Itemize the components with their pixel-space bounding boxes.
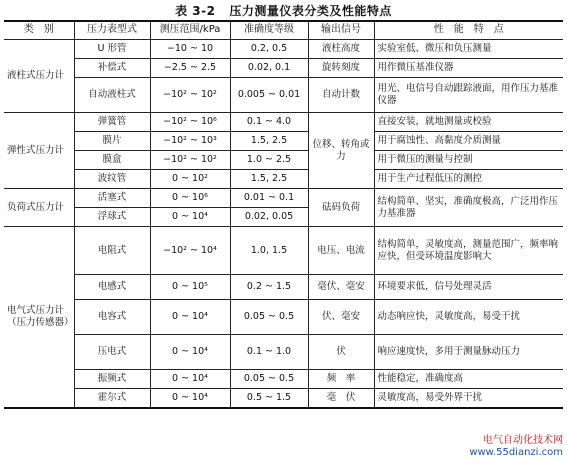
range-cell: 0 ~ 10⁵ — [150, 275, 230, 300]
range-cell: 0 ~ 10⁶ — [150, 189, 230, 208]
accuracy-cell: 0.01 ~ 0.1 — [230, 189, 308, 208]
table-row — [4, 189, 563, 208]
pressure-instrument-table — [4, 20, 563, 409]
category-cell — [4, 227, 74, 409]
type-cell: 波纹管 — [74, 170, 150, 189]
type-cell: 补偿式 — [74, 59, 150, 78]
output-cell: 伏、毫安 — [308, 300, 374, 335]
feature-cell: 响应速度快，多用于测量脉动压力 — [374, 335, 563, 370]
feature-cell: 结构简单，灵敏度高，测量范围广，频率响应快，但受环境温度影响大 — [374, 227, 563, 275]
range-cell: −10² ~ 10³ — [150, 132, 230, 151]
accuracy-cell: 1.0 ~ 2.5 — [230, 151, 308, 170]
watermark-site-name: 电气自动化技术网 — [483, 435, 563, 446]
range-cell: −10² ~ 10⁶ — [150, 113, 230, 132]
accuracy-cell: 0.2, 0.5 — [230, 40, 308, 59]
accuracy-cell: 0.02, 0.1 — [230, 59, 308, 78]
accuracy-cell: 0.1 ~ 1.0 — [230, 335, 308, 370]
feature-cell: 灵敏度高，易受外界干扰 — [374, 389, 563, 409]
range-cell: 0 ~ 10⁴ — [150, 300, 230, 335]
table-row — [4, 275, 563, 300]
table-row — [4, 389, 563, 409]
feature-cell: 动态响应快，灵敏度高，易受干扰 — [374, 300, 563, 335]
type-cell: 膜片 — [74, 132, 150, 151]
output-cell: 毫伏、毫安 — [308, 275, 374, 300]
table-row — [4, 132, 563, 151]
range-cell: −2.5 ~ 2.5 — [150, 59, 230, 78]
output-cell: 伏 — [308, 335, 374, 370]
table-row — [4, 40, 563, 59]
feature-cell: 环境要求低，信号处理灵活 — [374, 275, 563, 300]
type-cell: 膜盒 — [74, 151, 150, 170]
table-row — [4, 370, 563, 389]
table-row — [4, 113, 563, 132]
accuracy-cell: 1.5, 2.5 — [230, 132, 308, 151]
output-cell: 液柱高度 — [308, 40, 374, 59]
category-cell: 液柱式压力计 — [4, 40, 74, 113]
type-cell: U 形管 — [74, 40, 150, 59]
output-cell: 电压、电流 — [308, 227, 374, 275]
feature-cell: 用光、电信号自动跟踪液面，用作压力基准仪器 — [374, 78, 563, 113]
accuracy-cell: 0.05 ~ 0.5 — [230, 370, 308, 389]
table-row — [4, 170, 563, 189]
header-accuracy: 准确度等级 — [230, 21, 308, 40]
header-type: 压力表型式 — [74, 21, 150, 40]
type-cell: 霍尔式 — [74, 389, 150, 409]
header-category: 类 别 — [4, 21, 74, 40]
feature-cell: 性能稳定，准确度高 — [374, 370, 563, 389]
category-line-2: （压力传感器） — [7, 317, 74, 328]
type-cell: 弹簧管 — [74, 113, 150, 132]
type-cell: 压电式 — [74, 335, 150, 370]
type-cell: 活塞式 — [74, 189, 150, 208]
type-cell: 振频式 — [74, 370, 150, 389]
output-cell: 频 率 — [308, 370, 374, 389]
feature-cell: 实验室低、微压和负压测量 — [374, 40, 563, 59]
output-cell: 自动计数 — [308, 78, 374, 113]
output-cell: 砝码负荷 — [308, 189, 374, 227]
range-cell: 0 ~ 10⁴ — [150, 370, 230, 389]
accuracy-cell: 0.005 ~ 0.01 — [230, 78, 308, 113]
accuracy-cell: 0.1 ~ 4.0 — [230, 113, 308, 132]
accuracy-cell: 1.0, 1.5 — [230, 227, 308, 275]
range-cell: −10² ~ 10⁴ — [150, 227, 230, 275]
range-cell: 0 ~ 10⁴ — [150, 335, 230, 370]
table-title: 压力测量仪表分类及性能特点 — [229, 4, 392, 18]
output-cell: 毫 伏 — [308, 389, 374, 409]
range-cell: −10 ~ 10 — [150, 40, 230, 59]
feature-cell: 用作微压基准仪器 — [374, 59, 563, 78]
table-row — [4, 227, 563, 275]
header-features: 性 能 特 点 — [374, 21, 563, 40]
accuracy-cell: 0.05 ~ 0.5 — [230, 300, 308, 335]
range-cell: −10² ~ 10² — [150, 78, 230, 113]
type-cell: 电感式 — [74, 275, 150, 300]
range-cell: −10² ~ 10² — [150, 151, 230, 170]
accuracy-cell: 1.5, 2.5 — [230, 170, 308, 189]
range-cell: 0 ~ 10⁴ — [150, 208, 230, 227]
header-row — [4, 21, 563, 40]
type-cell: 电阻式 — [74, 227, 150, 275]
table-row — [4, 151, 563, 170]
category-cell: 弹性式压力计 — [4, 113, 74, 189]
table-row — [4, 59, 563, 78]
accuracy-cell: 0.2 ~ 1.5 — [230, 275, 308, 300]
type-cell: 浮球式 — [74, 208, 150, 227]
site-watermark — [469, 435, 563, 459]
feature-cell: 直接安装，就地测量或校验 — [374, 113, 563, 132]
table-caption — [0, 2, 567, 19]
category-line-1: 电气式压力计 — [7, 305, 65, 317]
table-row — [4, 78, 563, 113]
accuracy-cell: 0.02, 0.05 — [230, 208, 308, 227]
header-output: 输出信号 — [308, 21, 374, 40]
output-cell: 位移、转角或力 — [308, 113, 374, 189]
output-cell: 旋转刻度 — [308, 59, 374, 78]
category-cell: 负荷式压力计 — [4, 189, 74, 227]
feature-cell: 结构简单、坚实，准确度极高，广泛用作压力基准器 — [374, 189, 563, 227]
type-cell: 自动液柱式 — [74, 78, 150, 113]
type-cell: 电容式 — [74, 300, 150, 335]
feature-cell: 用于微压的测量与控制 — [374, 151, 563, 170]
table-row — [4, 300, 563, 335]
range-cell: 0 ~ 10² — [150, 170, 230, 189]
feature-cell: 用于生产过程低压的测控 — [374, 170, 563, 189]
range-cell: 0 ~ 10⁴ — [150, 389, 230, 409]
accuracy-cell: 0.5 ~ 1.5 — [230, 389, 308, 409]
header-range: 测压范围/kPa — [150, 21, 230, 40]
feature-cell: 用于腐蚀性、高黏度介质测量 — [374, 132, 563, 151]
table-row — [4, 335, 563, 370]
watermark-url: www.55dianzi.com — [469, 447, 563, 458]
table-number: 表 3-2 — [175, 4, 216, 18]
